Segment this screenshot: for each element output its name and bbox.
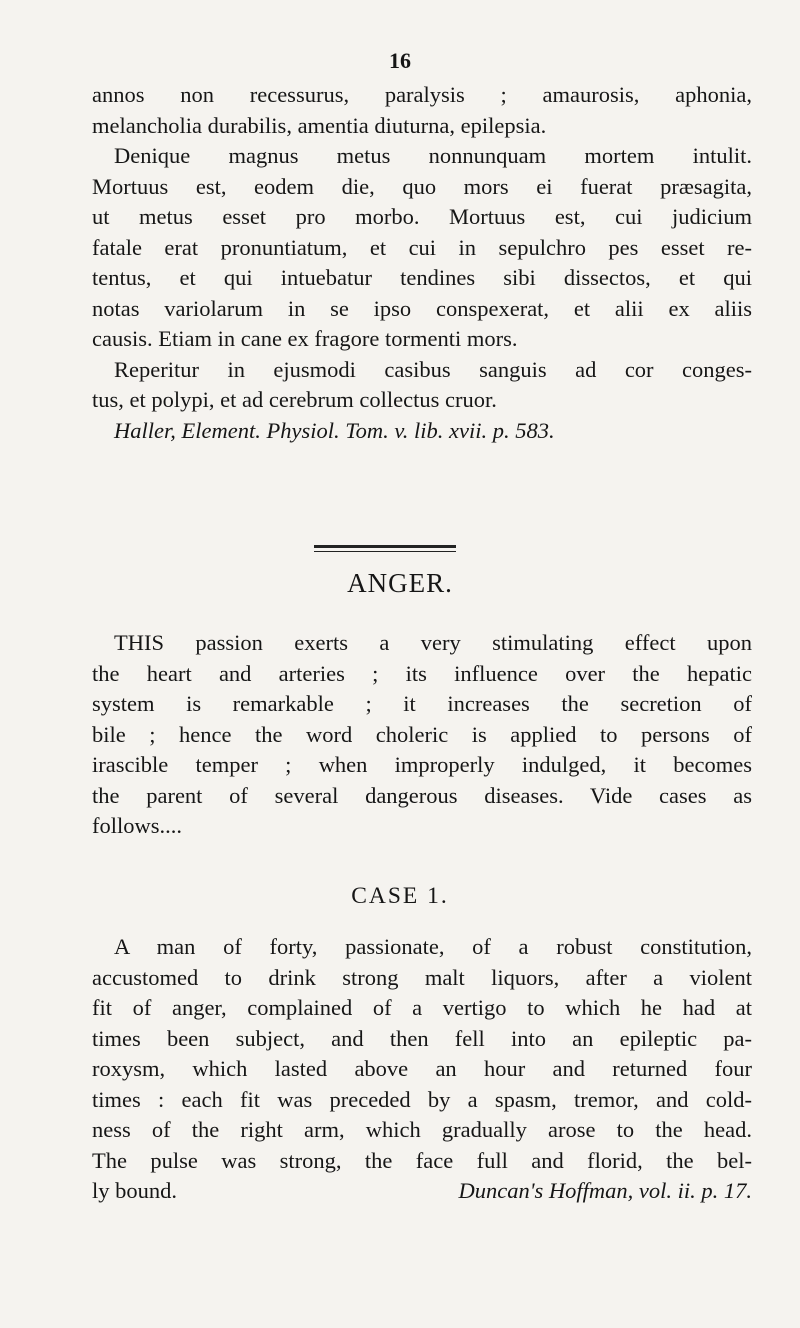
- text-line-end: ly bound.: [92, 1178, 178, 1203]
- text-line: bile ; hence the word choleric is applied to persons of: [92, 721, 752, 747]
- section-divider-thick: [314, 545, 456, 548]
- section-heading: ANGER.: [347, 568, 453, 598]
- text-line: annos non recessurus, paralysis ; amaurosis, aphonia,: [92, 82, 752, 107]
- citation: Haller, Element. Physiol. Tom. v. lib. xvii. p. 583.: [114, 417, 555, 443]
- text-line: Reperitur in ejusmodi casibus sanguis ad cor conges-: [114, 356, 752, 382]
- text-line: tus, et polypi, et ad cerebrum collectus cruor.: [92, 387, 497, 412]
- text-line: ut metus esset pro morbo. Mortuus est, cui judicium: [92, 204, 752, 229]
- anger-paragraph: [92, 628, 752, 842]
- text-line: times been subject, and then fell into an epileptic pa-: [92, 1025, 752, 1051]
- text-line: A man of forty, passionate, of a robust constitution,: [114, 934, 752, 959]
- section-divider-thin: [314, 551, 456, 552]
- case-paragraph: [92, 932, 752, 1207]
- text-line: accustomed to drink strong malt liquors, after a violent: [92, 964, 752, 990]
- text-line: THIS passion exerts a very stimulating effect upon: [114, 630, 752, 655]
- text-line: fatale erat pronuntiatum, et cui in sepulchro pes esset re-: [92, 234, 752, 260]
- text-line: the parent of several dangerous diseases. Vide cases as: [92, 782, 752, 808]
- text-line: fit of anger, complained of a vertigo to which he had at: [92, 995, 752, 1020]
- text-line: notas variolarum in se ipso conspexerat, et alii ex aliis: [92, 295, 752, 321]
- text-line: melancholia durabilis, amentia diuturna, epilepsia.: [92, 112, 547, 138]
- text-line: roxysm, which lasted above an hour and returned four: [92, 1056, 752, 1081]
- text-line: follows....: [92, 813, 182, 838]
- citation: Duncan's Hoffman, vol. ii. p. 17.: [458, 1178, 752, 1203]
- page-number: 16: [389, 48, 411, 73]
- text-line: Denique magnus metus nonnunquam mortem intulit.: [114, 143, 752, 168]
- latin-paragraph: [92, 80, 752, 446]
- case-heading: CASE 1.: [351, 883, 449, 909]
- text-line: the heart and arteries ; its influence over the hepatic: [92, 660, 752, 686]
- text-line: ness of the right arm, which gradually arose to the head.: [92, 1117, 752, 1142]
- text-line: tentus, et qui intuebatur tendines sibi dissectos, et qui: [92, 265, 752, 290]
- text-line: irascible temper ; when improperly indulged, it becomes: [92, 752, 752, 777]
- text-line-with-citation: [92, 1176, 752, 1207]
- text-line: causis. Etiam in cane ex fragore tormenti mors.: [92, 326, 518, 351]
- text-line: system is remarkable ; it increases the secretion of: [92, 691, 752, 716]
- text-line: Mortuus est, eodem die, quo mors ei fuerat præsagita,: [92, 173, 752, 199]
- text-line: The pulse was strong, the face full and florid, the bel-: [92, 1147, 752, 1173]
- text-line: times : each fit was preceded by a spasm, tremor, and cold-: [92, 1086, 752, 1112]
